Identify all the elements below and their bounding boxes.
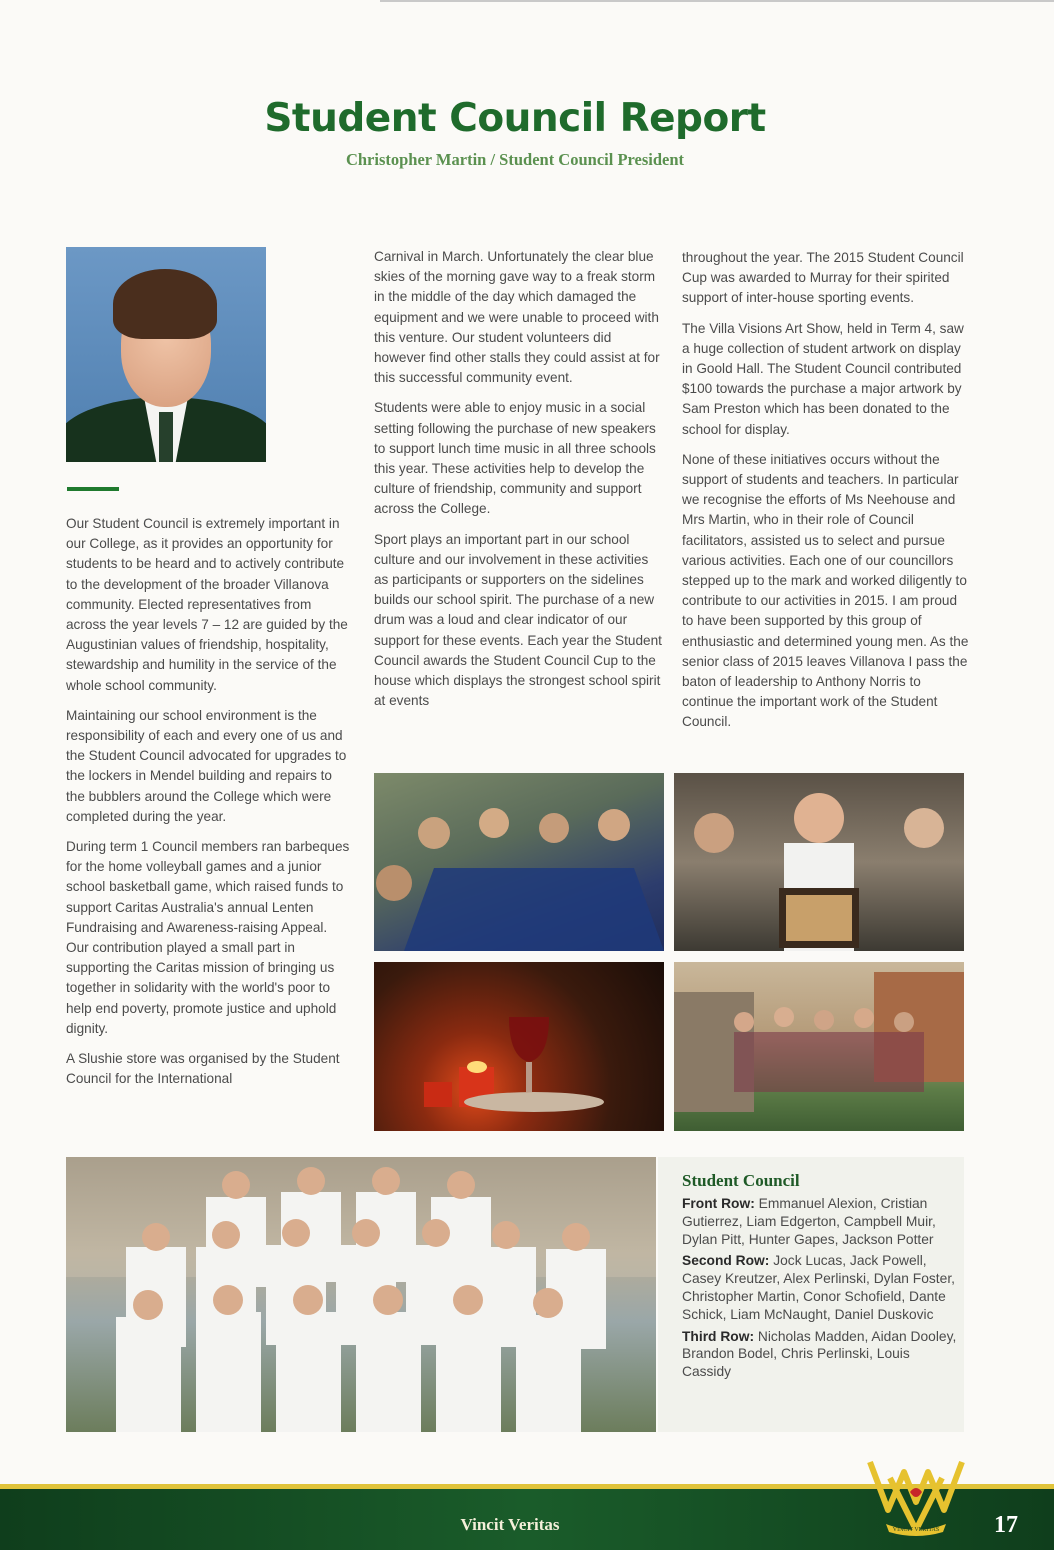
row-names: Emmanuel Alexion, Cristian Gutierrez, Liam Edgerton, Campbell Muir, Dylan Pitt, Hunter Gapes, Jackson Potter [682, 1196, 936, 1247]
row-names: Nicholas Madden, Aidan Dooley, Brandon Bodel, Chris Perlinski, Louis Cassidy [682, 1328, 957, 1380]
page-title: Student Council Report [264, 96, 766, 141]
row-label: Front Row: [682, 1196, 755, 1211]
photo-group-outdoors [674, 962, 964, 1131]
portrait-photo [66, 247, 266, 462]
page-subtitle: Christopher Martin / Student Council President [345, 150, 685, 169]
paragraph: throughout the year. The 2015 Student Council Cup was awarded to Murray for their spirited support of inter-house sporting events. [682, 250, 964, 306]
college-crest-icon [866, 1458, 966, 1540]
paragraph: The Villa Visions Art Show, held in Term 4, saw a huge collection of student artwork on display in Goold Hall. The Student Council contributed $100 towards the purchase a major artwork by Sam Preston which has been donated to the school for display. [682, 320, 964, 437]
page-number: 17 [994, 1512, 1018, 1538]
paragraph: Carnival in March. Unfortunately the clear blue skies of the morning gave way to a freak storm in the middle of the day which damaged the equipment and we were unable to proceed with this venture. Our student volunteers did however find other stalls they could assist at for this successful community event. [374, 249, 660, 386]
caption-row-front [682, 1195, 960, 1248]
row-names: Jock Lucas, Jack Powell, Casey Kreutzer, Alex Perlinski, Dylan Foster, Christopher Martin, Conor Schofield, Dante Schick, Liam McNaught, Daniel Duskovic [682, 1253, 955, 1322]
row-label: Third Row: [682, 1328, 755, 1344]
photo-student-council-group [66, 1157, 656, 1432]
paragraph: Sport plays an important part in our school culture and our involvement in these activities as participants or supporters on the sidelines builds our school spirit. The purchase of a new drum was a loud and clear indicator of our support for these events. Each year the Student Council awards the Student Council Cup to the house which displays the strongest school spirit at events [374, 531, 662, 709]
caption-body [682, 1195, 960, 1385]
group-caption [658, 1157, 964, 1432]
caption-row-third [682, 1328, 960, 1381]
photo-award-presentation [674, 773, 964, 951]
paragraph: During term 1 Council members ran barbeques for the home volleyball games and a junior school basketball game, which raised funds to support Caritas Australia's annual Lenten Fundraising and Awareness-raising Appeal. Our contribution played a small part in supporting the Caritas mission of bringing us together in solidarity with the world's poor to help end poverty, promote justice and uphold dignity. [66, 839, 350, 1036]
article-column-3 [682, 248, 970, 743]
row-label: Second Row: [682, 1253, 770, 1269]
caption-row-second [682, 1252, 960, 1323]
paragraph: Maintaining our school environment is the responsibility of each and every one of us and the Student Council advocated for upgrades to the lockers in Mendel building and repairs to the bubblers around the College which were completed during the year. [66, 707, 347, 824]
photo-candles-chalice [374, 962, 664, 1131]
photo-carnival-stall [374, 773, 664, 951]
paragraph: Our Student Council is extremely important in our College, as it provides an opportunity for students to be heard and to actively contribute to the development of the broader Villanova community. Elected representatives from across the year levels 7 – 12 are guided by the Augustinian values of friendship, hospitality, stewardship and humility in the service of the whole school community. [66, 516, 348, 693]
paragraph: A Slushie store was organised by the Student Council for the International [66, 1051, 340, 1087]
paragraph: None of these initiatives occurs without the support of students and teachers. In particular we recognise the efforts of Ms Neehouse and Mrs Martin, who in their role of Council facilitators, assisted us to select and pursue various activities. Each one of our councillors stepped up to the mark and worked diligently to contribute to our activities in 2015. I am proud to have been supported by this group of enthusiastic and determined young men. As the senior class of 2015 leaves Villanova I pass the baton of leadership to Anthony Norris to continue the important work of the Student Council. [682, 451, 969, 730]
footer-motto: Vincit Veritas [460, 1515, 560, 1534]
crest-text: VINCIT VERITAS [892, 1527, 940, 1533]
caption-heading: Student Council [682, 1171, 800, 1190]
article-column-2 [374, 247, 662, 721]
paragraph: Students were able to enjoy music in a social setting following the purchase of new speakers to support lunch time music in all three schools this year. These activities help to develop the culture of friendship, community and support across the College. [374, 400, 656, 517]
article-column-1 [66, 514, 351, 1099]
accent-rule [67, 487, 119, 491]
top-rule [380, 0, 1054, 2]
